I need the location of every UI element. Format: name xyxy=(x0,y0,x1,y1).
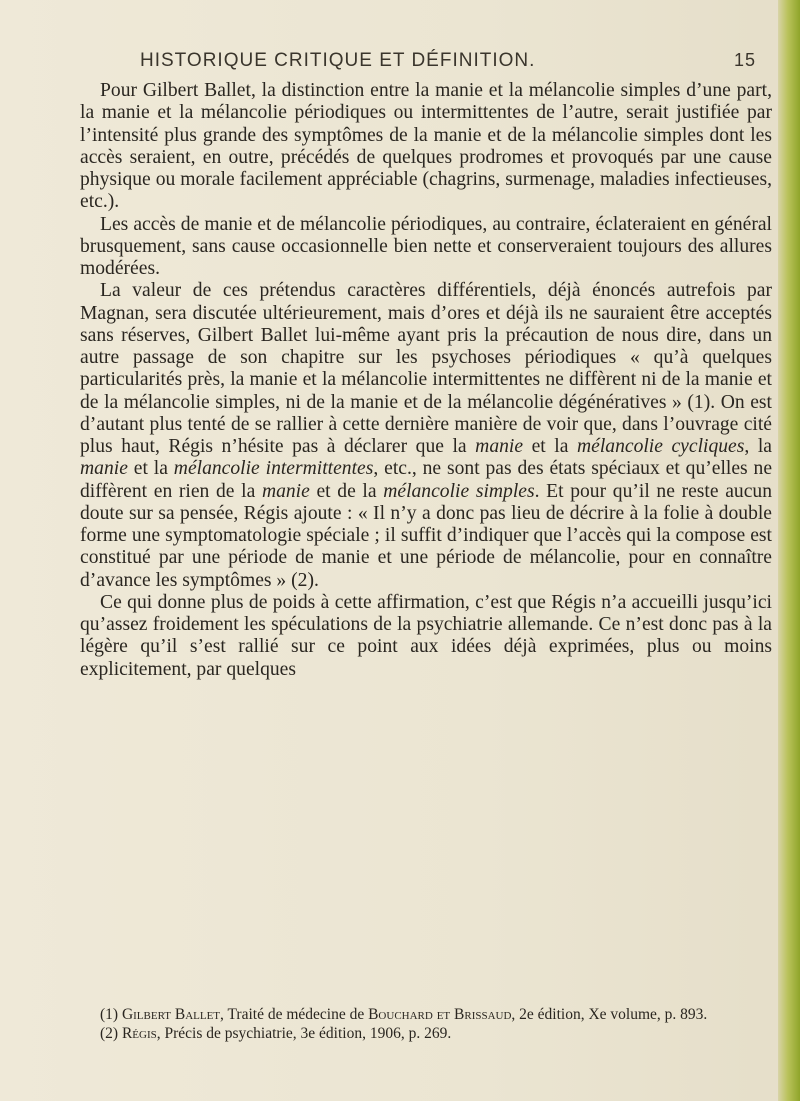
paragraph-3-text: . Et pour qu’il ne reste aucun doute sur sa pensée, Régis ajoute : « Il n’y a donc pas lieu de décrire à la folie à double forme une symptomatologie spéciale ; il suffit d’indiquer que l’accès qui la compose est constitué par une période de manie et une période de mélancolie, pour en connaître d’avance les symptômes » (2). xyxy=(80,480,772,591)
page-edge-strip xyxy=(778,0,800,1101)
paragraph-3-text: , la xyxy=(744,436,772,457)
paragraph-3-text: , etc., ne sont pas des états spéciaux et qu’elles ne diffèrent en rien de la xyxy=(80,458,773,502)
paragraph-3-text: La valeur de ces prétendus caractères différentiels, déjà énoncés autrefois par Magnan, sera discutée ultérieurement, mais d’ores et déjà ils ne sauraient être acceptés sans réserves, Gilbert Ballet lui-même ayant pris la précaution de nous dire, dans un autre passage de son chapitre sur les psychoses périodiques « qu’à quelques particularités près, la manie et la mélancolie intermittentes ne diffèrent ni de la manie et de la mélancolie simples, ni de la manie et de la mélancolie dégénératives » (1). On est d’autant plus tenté de se rallier à cette dernière manière de voir que, dans l’ouvrage cité plus haut, Régis n’hésite pas à déclarer que la xyxy=(80,280,772,457)
footnote-text: , Traité de médecine de xyxy=(220,1006,369,1023)
paragraph-1: Pour Gilbert Ballet, la distinction entre la manie et la mélancolie simples d’une part, la manie et la mélancolie périodiques ou intermittentes de l’autre, serait justifiée par l’intensité plus grande des symptômes de la manie et de la mélancolie simples dont les accès seraient, en outre, précédés de quelques prodromes et provoqués par une cause physique ou morale facilement appréciable (chagrins, surmenage, maladies infectieuses, etc.). xyxy=(80,80,772,213)
header-title: HISTORIQUE CRITIQUE ET DÉFINITION. xyxy=(140,50,536,71)
italic-term: mélancolie intermittentes xyxy=(173,458,374,480)
paragraph-3-text: et la xyxy=(133,458,168,480)
page-number: 15 xyxy=(733,50,756,70)
footnote-mark: (2) xyxy=(100,1025,119,1042)
italic-term: manie xyxy=(80,458,128,480)
running-header xyxy=(140,50,770,76)
footnote-text: , 2e édition, Xe volume, p. 893. xyxy=(511,1006,708,1023)
paragraph-2: Les accès de manie et de mélancolie périodiques, au contraire, éclateraient en général brusquement, sans cause occasionnelle bien nette et conserveraient toujours des allures modérées. xyxy=(80,213,772,279)
italic-term: manie xyxy=(261,480,310,502)
footnote-2 xyxy=(80,1024,772,1043)
footnote-author: Régis xyxy=(121,1025,157,1042)
footnote-author: Gilbert Ballet xyxy=(121,1006,221,1023)
footnote-editors: Bouchard et Brissaud xyxy=(368,1006,512,1023)
main-text xyxy=(80,80,772,681)
paragraph-3-text: et la xyxy=(531,436,569,457)
footnote-text: , Précis de psychiatrie, 3e édition, 1906, p. 269. xyxy=(156,1025,452,1042)
paragraph-4: Ce qui donne plus de poids à cette affirmation, c’est que Régis n’a accueilli jusqu’ici qu’assez froidement les spéculations de la psychiatrie allemande. Ce n’est donc pas à la légère qu’il s’est rallié sur ce point aux idées déjà exprimées, plus ou moins explicitement, par quelques xyxy=(80,591,772,680)
paragraph-3 xyxy=(80,280,772,592)
italic-term: manie xyxy=(475,436,524,457)
italic-term: mélancolie simples xyxy=(383,480,535,502)
paragraph-3-text: et de la xyxy=(316,480,377,502)
footnote-1 xyxy=(80,1005,772,1024)
italic-term: mélancolie cycliques xyxy=(576,436,745,457)
footnotes xyxy=(80,1005,772,1043)
footnote-mark: (1) xyxy=(100,1006,119,1023)
